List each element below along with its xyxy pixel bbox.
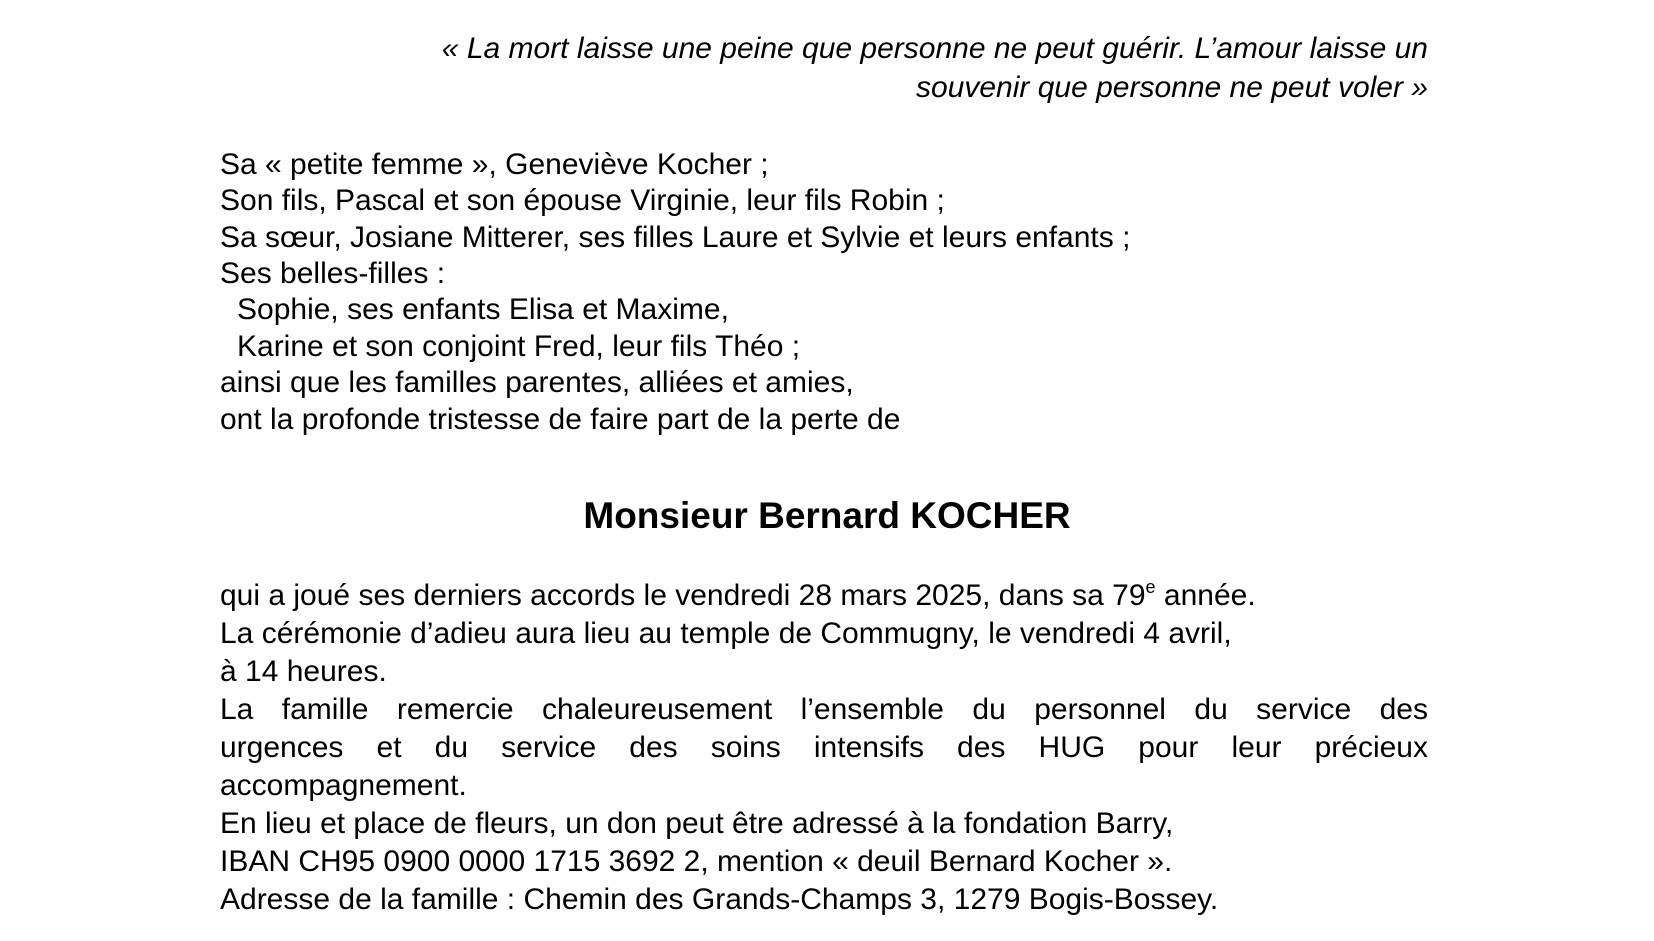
family-line-son: Son fils, Pascal et son épouse Virginie, leur fils Robin ; (220, 184, 945, 217)
ceremony-line-2: à 14 heures. (220, 655, 387, 688)
quote-line-2: souvenir que personne ne peut voler » (915, 70, 1428, 104)
thanks-line-3: accompagnement. (220, 769, 467, 802)
donation-line-1: En lieu et place de fleurs, un don peut être adressé à la fondation Barry, (220, 807, 1174, 840)
donation-line-2: IBAN CH95 0900 0000 1715 3692 2, mention « deuil Bernard Kocher ». (220, 845, 1173, 878)
ceremony-line-1: La cérémonie d’adieu aura lieu au temple de Commugny, le vendredi 4 avril, (220, 617, 1232, 650)
quote-line-1: « La mort laisse une peine que personne ne peut guérir. L’amour laisse un (441, 32, 1428, 65)
family-line-announcement: ont la profonde tristesse de faire part de la perte de (220, 403, 901, 436)
family-line-sophie: Sophie, ses enfants Elisa et Maxime, (237, 293, 729, 326)
thanks-line-1: La famille remercie chaleureusement l’ensemble du personnel du service des (220, 693, 1428, 726)
death-date-text: qui a joué ses derniers accords le vendredi 28 mars 2025, dans sa 79 (220, 579, 1146, 612)
family-address: Adresse de la famille : Chemin des Grands-Champs 3, 1279 Bogis-Bossey. (220, 883, 1219, 916)
family-line-wife: Sa « petite femme », Geneviève Kocher ; (220, 148, 769, 181)
family-line-karine: Karine et son conjoint Fred, leur fils Théo ; (237, 330, 801, 363)
epigraph-quote (220, 30, 1428, 107)
death-date-text-end: année. (1155, 579, 1256, 612)
family-line-relatives: ainsi que les familles parentes, alliées et amies, (220, 366, 854, 399)
deceased-name: Monsieur Bernard KOCHER (583, 495, 1071, 536)
family-line-sister: Sa sœur, Josiane Mitterer, ses filles Laure et Sylvie et leurs enfants ; (220, 221, 1131, 254)
thanks-line-2: urgences et du service des soins intensifs des HUG pour leur précieux (220, 731, 1428, 764)
death-date-line (220, 578, 1256, 614)
ordinal-superscript: e (1145, 577, 1156, 597)
family-line-stepdaughters: Ses belles-filles : (220, 257, 446, 290)
